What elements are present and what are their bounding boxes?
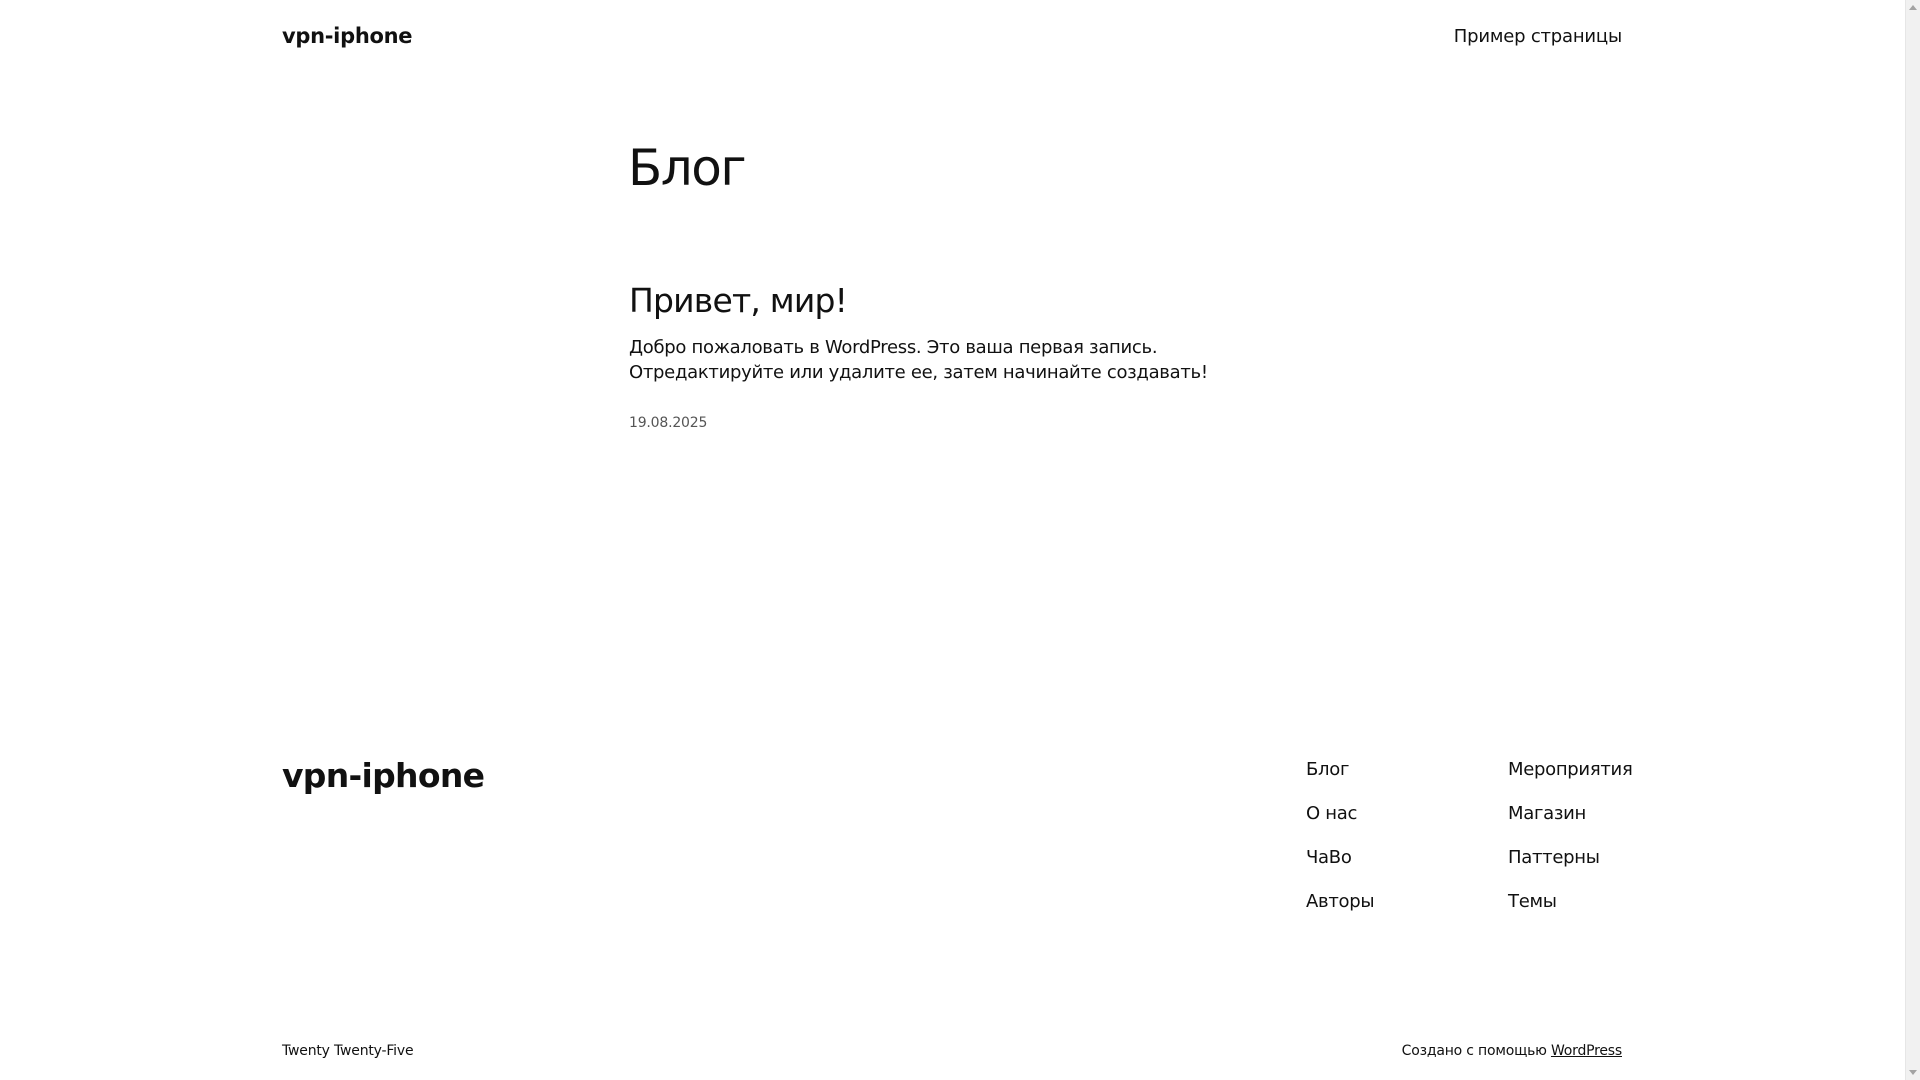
footer-link-faq[interactable]: ЧаВо (1306, 847, 1352, 868)
vertical-scrollbar[interactable] (1905, 0, 1920, 1080)
footer-link-themes[interactable]: Темы (1508, 891, 1557, 912)
footer-link-about[interactable]: О нас (1306, 803, 1358, 824)
footer-nav-column-2 (1508, 757, 1632, 915)
scroll-up-arrow-icon[interactable] (1909, 5, 1917, 10)
post-item (629, 278, 1269, 431)
credit-text (1402, 1043, 1622, 1059)
footer-site-title-link[interactable]: vpn-iphone (282, 756, 485, 795)
post-date-link[interactable]: 19.08.2025 (629, 415, 708, 431)
theme-name: Twenty Twenty-Five (282, 1043, 414, 1059)
credit-prefix: Создано с помощью (1401, 1043, 1547, 1059)
footer-link-shop[interactable]: Магазин (1508, 803, 1586, 824)
footer-nav-column-1 (1306, 757, 1374, 915)
wordpress-credit-link[interactable]: WordPress (1550, 1043, 1622, 1059)
footer-bottom-bar (282, 1043, 1622, 1059)
page-title: Блог (628, 139, 746, 197)
nav-link-sample-page[interactable]: Пример страницы (1453, 25, 1622, 47)
footer-link-events[interactable]: Мероприятия (1508, 759, 1633, 780)
site-header (282, 20, 1622, 52)
post-title-link[interactable]: Привет, мир! (629, 281, 848, 320)
header-site-title-link[interactable]: vpn-iphone (282, 24, 413, 48)
footer-link-authors[interactable]: Авторы (1306, 891, 1375, 912)
scroll-down-arrow-icon[interactable] (1909, 1070, 1917, 1075)
post-excerpt: Добро пожаловать в WordPress. Это ваша первая запись. Отредактируйте или удалите ее, затем начинайте создавать! (629, 337, 1208, 383)
footer-link-blog[interactable]: Блог (1306, 759, 1350, 780)
header-navigation (1454, 26, 1622, 47)
footer-link-patterns[interactable]: Паттерны (1508, 847, 1600, 868)
